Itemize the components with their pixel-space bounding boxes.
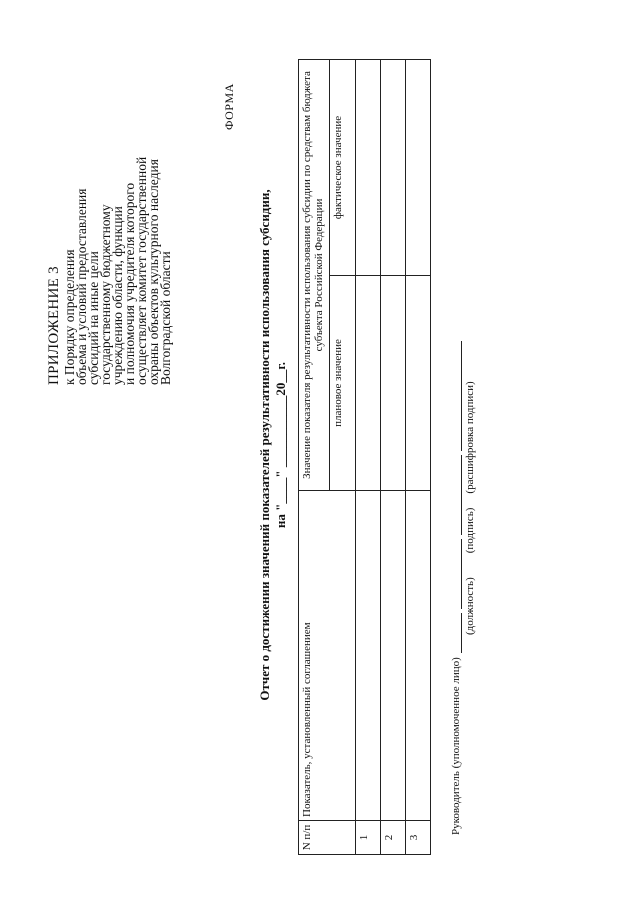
table-row — [381, 59, 406, 854]
appendix-line: к Порядку определения — [62, 249, 77, 385]
appendix-title: ПРИЛОЖЕНИЕ 3 — [46, 266, 62, 385]
signature-blank — [460, 341, 462, 451]
cell-planned — [381, 276, 406, 491]
header-planned: плановое значение — [330, 276, 356, 491]
table-header-row — [299, 59, 330, 854]
cell-planned — [406, 276, 431, 491]
cell-actual — [381, 59, 406, 275]
row-number: 1 — [356, 821, 381, 855]
appendix-line: субсидий на иные цели — [86, 251, 101, 385]
appendix-line: объема и условий предоставления — [74, 188, 89, 385]
signature-block — [450, 115, 476, 835]
signature-captions — [464, 115, 476, 835]
caption-signature: (подпись) — [464, 507, 476, 554]
signature-line — [450, 115, 462, 835]
table-row — [356, 59, 381, 854]
report-date-line: на "____" ___________20__г. — [273, 361, 288, 529]
cell-indicator — [356, 491, 381, 821]
header-indicator: Показатель, установленный соглашением — [299, 491, 356, 821]
table-row — [406, 59, 431, 854]
header-number: N п/п — [299, 821, 356, 855]
cell-indicator — [381, 491, 406, 821]
signature-blank — [460, 455, 462, 535]
cell-actual — [356, 59, 381, 275]
signature-blank — [460, 539, 462, 609]
row-number: 3 — [406, 821, 431, 855]
cell-actual — [406, 59, 431, 275]
appendix-line: Волгоградской области — [158, 251, 173, 385]
report-table — [298, 59, 431, 855]
header-value-group: Значение показателя результативности использования субсидии по средствам бюджета субъекта Российской Федерации — [299, 59, 330, 490]
form-label: ФОРМА — [222, 83, 236, 130]
row-number: 2 — [381, 821, 406, 855]
caption-position: (должность) — [464, 577, 476, 635]
header-actual: фактическое значение — [330, 59, 356, 275]
appendix-line: осуществляет комитет государственной — [134, 156, 149, 385]
cell-planned — [356, 276, 381, 491]
appendix-block — [46, 45, 172, 385]
caption-decoding: (расшифровка подписи) — [464, 381, 476, 494]
appendix-line: государственному бюджетному — [98, 204, 113, 385]
appendix-line: учреждению области, функции — [110, 206, 125, 385]
appendix-line: и полномочия учредителя которого — [122, 182, 137, 385]
signature-blank — [460, 613, 462, 653]
cell-indicator — [406, 491, 431, 821]
appendix-line: охраны объектов культурного наследия — [146, 159, 161, 385]
signature-label: Руководитель (уполномоченное лицо) — [450, 657, 462, 835]
report-title: Отчет о достижении значений показателей результативности использования субсидии, — [257, 189, 272, 701]
